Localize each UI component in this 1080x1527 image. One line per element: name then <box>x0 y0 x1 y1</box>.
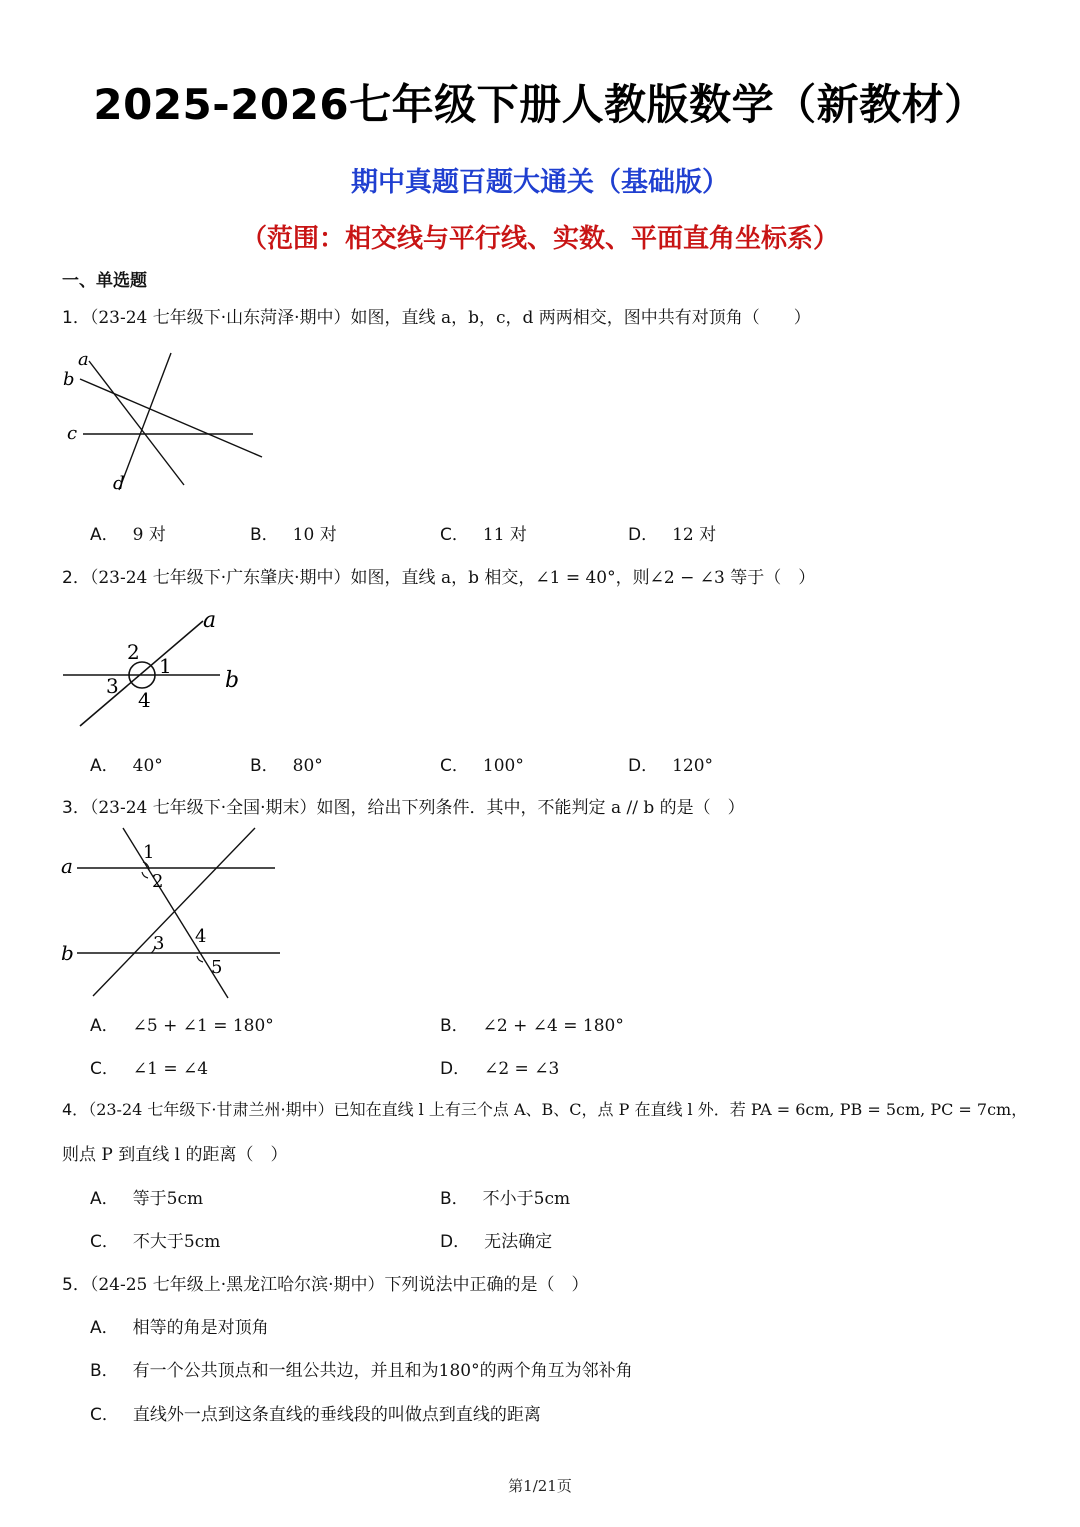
option-text: ∠1 = ∠4 <box>132 1059 209 1079</box>
question-4 <box>62 1097 1027 1120</box>
figure-q1 <box>55 345 275 500</box>
option-text: 等于5cm <box>132 1189 204 1209</box>
angle-label-2: 2 <box>152 871 164 892</box>
option-text: 40° <box>132 756 163 776</box>
figure-q3 <box>55 822 295 1002</box>
option-b[interactable] <box>250 751 323 776</box>
option-text: 无法确定 <box>484 1232 553 1252</box>
question-3 <box>62 793 745 818</box>
option-label: A． <box>90 525 119 545</box>
question-1 <box>62 303 811 328</box>
option-d[interactable] <box>628 520 716 545</box>
angle-label-4: 4 <box>195 926 207 947</box>
question-number: 2． <box>62 568 90 588</box>
option-text: 80° <box>292 756 323 776</box>
question-number: 4． <box>62 1100 89 1119</box>
option-text: 12 对 <box>672 525 717 545</box>
angle-label-4: 4 <box>138 688 151 712</box>
question-text: （23-24 七年级下·广东肇庆·期中）如图，直线 a，b 相交，∠1 = 40°，则∠2 − ∠3 等于（ ） <box>89 568 816 588</box>
option-d[interactable] <box>440 1054 559 1079</box>
option-text: 相等的角是对顶角 <box>132 1318 269 1338</box>
option-a[interactable] <box>90 1184 203 1209</box>
option-a[interactable] <box>90 1313 269 1338</box>
line-label-c: c <box>67 423 78 444</box>
option-text: ∠2 + ∠4 = 180° <box>482 1016 624 1036</box>
option-text: 9 对 <box>132 525 166 545</box>
option-a[interactable] <box>90 520 166 545</box>
angle-label-5: 5 <box>211 957 223 978</box>
figure-q2 <box>55 605 255 730</box>
option-label: B． <box>90 1361 119 1381</box>
option-label: D． <box>628 525 659 545</box>
option-label: D． <box>440 1232 471 1252</box>
angle-label-2: 2 <box>127 640 140 664</box>
option-text: ∠5 + ∠1 = 180° <box>132 1016 274 1036</box>
option-a[interactable] <box>90 1011 274 1036</box>
line-label-a: a <box>78 349 89 370</box>
option-text: 直线外一点到这条直线的垂线段的叫做点到直线的距离 <box>132 1405 541 1425</box>
line-label-b: b <box>225 668 240 693</box>
line-label-d: d <box>113 473 125 494</box>
angle-label-3: 3 <box>153 933 165 954</box>
question-2 <box>62 563 815 588</box>
option-label: D． <box>440 1059 471 1079</box>
line-label-a: a <box>61 854 73 878</box>
option-label: C． <box>90 1405 119 1425</box>
option-text: 10 对 <box>292 525 337 545</box>
option-b[interactable] <box>90 1356 633 1381</box>
question-4-line-2 <box>62 1140 288 1165</box>
option-label: A． <box>90 1189 119 1209</box>
question-text: 则点 P 到直线 l 的距离（ ） <box>62 1145 288 1165</box>
question-number: 1． <box>62 308 90 328</box>
option-c[interactable] <box>90 1054 208 1079</box>
option-a[interactable] <box>90 751 163 776</box>
question-text: （23-24 七年级下·山东菏泽·期中）如图，直线 a，b，c，d 两两相交，图中共有对顶角（ ） <box>89 308 811 328</box>
option-label: A． <box>90 1016 119 1036</box>
option-text: 100° <box>482 756 524 776</box>
option-text: 不小于5cm <box>482 1189 571 1209</box>
option-label: B． <box>250 525 279 545</box>
page-number: 第1/21页 <box>508 1477 572 1495</box>
question-text: （24-25 七年级上·黑龙江哈尔滨·期中）下列说法中正确的是（ ） <box>89 1275 589 1295</box>
option-text: 有一个公共顶点和一组公共边，并且和为180°的两个角互为邻补角 <box>132 1361 633 1381</box>
option-b[interactable] <box>440 1184 570 1209</box>
document-title: 2025-2026七年级下册人教版数学（新教材） <box>93 80 987 129</box>
option-text: 120° <box>672 756 714 776</box>
line-label-a: a <box>203 608 217 633</box>
option-text: 不大于5cm <box>132 1232 221 1252</box>
question-text: （23-24 七年级下·全国·期末）如图，给出下列条件．其中，不能判定 a // b 的是（ ） <box>89 798 745 818</box>
option-label: C． <box>440 525 469 545</box>
option-label: A． <box>90 1318 119 1338</box>
option-label: B． <box>440 1189 469 1209</box>
section-heading: 一、单选题 <box>62 271 147 291</box>
angle-label-1: 1 <box>159 654 172 678</box>
option-b[interactable] <box>440 1011 624 1036</box>
option-c[interactable] <box>90 1400 541 1425</box>
option-label: B． <box>440 1016 469 1036</box>
option-label: D． <box>628 756 659 776</box>
option-b[interactable] <box>250 520 337 545</box>
option-label: C． <box>440 756 469 776</box>
option-d[interactable] <box>440 1227 552 1252</box>
question-text: （23-24 七年级下·甘肃兰州·期中）已知在直线 l 上有三个点 A、B、C，点 P 在直线 l 外．若 PA = 6cm, PB = 5cm, PC = 7cm， <box>88 1100 1028 1119</box>
option-label: B． <box>250 756 279 776</box>
angle-label-3: 3 <box>106 674 119 698</box>
option-label: C． <box>90 1059 119 1079</box>
document-subtitle: 期中真题百题大通关（基础版） <box>351 167 729 198</box>
question-number: 3． <box>62 798 90 818</box>
option-c[interactable] <box>440 520 527 545</box>
line-label-b: b <box>63 369 75 390</box>
option-text: ∠2 = ∠3 <box>484 1059 560 1079</box>
option-d[interactable] <box>628 751 713 776</box>
option-label: A． <box>90 756 119 776</box>
line-label-b: b <box>61 941 74 965</box>
question-5 <box>62 1270 589 1295</box>
option-c[interactable] <box>440 751 524 776</box>
question-number: 5． <box>62 1275 90 1295</box>
option-c[interactable] <box>90 1227 220 1252</box>
option-label: C． <box>90 1232 119 1252</box>
angle-label-1: 1 <box>143 842 155 863</box>
document-scope: （范围：相交线与平行线、实数、平面直角坐标系） <box>240 224 839 254</box>
option-text: 11 对 <box>482 525 527 545</box>
